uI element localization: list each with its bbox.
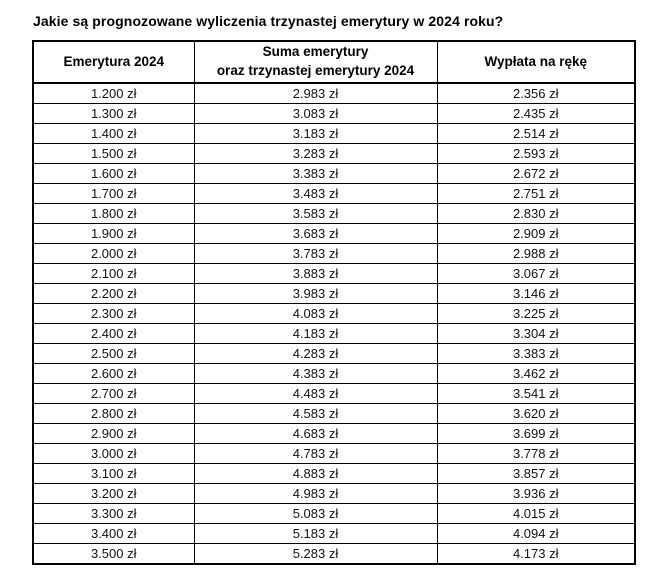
table-row bbox=[33, 104, 635, 124]
table-row bbox=[33, 464, 635, 484]
table-cell: 4.783 zł bbox=[194, 444, 437, 464]
table-cell: 4.015 zł bbox=[437, 504, 635, 524]
table-cell: 3.100 zł bbox=[33, 464, 194, 484]
table-cell: 4.173 zł bbox=[437, 544, 635, 565]
table-cell: 2.700 zł bbox=[33, 384, 194, 404]
table-cell: 2.400 zł bbox=[33, 324, 194, 344]
column-header: Wypłata na rękę bbox=[437, 41, 635, 83]
table-cell: 2.100 zł bbox=[33, 264, 194, 284]
table-body bbox=[33, 83, 635, 564]
table-cell: 2.600 zł bbox=[33, 364, 194, 384]
table-row bbox=[33, 224, 635, 244]
table-row bbox=[33, 504, 635, 524]
table-row bbox=[33, 124, 635, 144]
page-title: Jakie są prognozowane wyliczenia trzynastej emerytury w 2024 roku? bbox=[33, 13, 504, 29]
table-row bbox=[33, 204, 635, 224]
table-cell: 3.620 zł bbox=[437, 404, 635, 424]
table-cell: 3.462 zł bbox=[437, 364, 635, 384]
table-cell: 2.514 zł bbox=[437, 124, 635, 144]
table-cell: 5.183 zł bbox=[194, 524, 437, 544]
table-cell: 3.304 zł bbox=[437, 324, 635, 344]
table-cell: 3.225 zł bbox=[437, 304, 635, 324]
table-row bbox=[33, 83, 635, 104]
table-row bbox=[33, 304, 635, 324]
table-cell: 4.094 zł bbox=[437, 524, 635, 544]
table-row bbox=[33, 164, 635, 184]
table-cell: 3.541 zł bbox=[437, 384, 635, 404]
table-cell: 1.800 zł bbox=[33, 204, 194, 224]
table-cell: 5.083 zł bbox=[194, 504, 437, 524]
table-cell: 3.883 zł bbox=[194, 264, 437, 284]
table-cell: 3.583 zł bbox=[194, 204, 437, 224]
table-cell: 3.936 zł bbox=[437, 484, 635, 504]
table-cell: 1.400 zł bbox=[33, 124, 194, 144]
table-cell: 1.700 zł bbox=[33, 184, 194, 204]
table-cell: 3.383 zł bbox=[194, 164, 437, 184]
table-cell: 4.683 zł bbox=[194, 424, 437, 444]
table-cell: 4.983 zł bbox=[194, 484, 437, 504]
table-cell: 1.200 zł bbox=[33, 83, 194, 104]
table-cell: 2.300 zł bbox=[33, 304, 194, 324]
pension-forecast-table bbox=[32, 40, 636, 565]
table-row bbox=[33, 144, 635, 164]
table-cell: 3.183 zł bbox=[194, 124, 437, 144]
table-cell: 1.600 zł bbox=[33, 164, 194, 184]
table-cell: 3.857 zł bbox=[437, 464, 635, 484]
table-cell: 2.988 zł bbox=[437, 244, 635, 264]
table-cell: 3.283 zł bbox=[194, 144, 437, 164]
table-row bbox=[33, 544, 635, 565]
table-header-row bbox=[33, 41, 635, 83]
column-header: Emerytura 2024 bbox=[33, 41, 194, 83]
table-cell: 3.200 zł bbox=[33, 484, 194, 504]
table-cell: 3.778 zł bbox=[437, 444, 635, 464]
table-cell: 2.593 zł bbox=[437, 144, 635, 164]
table-cell: 1.500 zł bbox=[33, 144, 194, 164]
table-cell: 4.883 zł bbox=[194, 464, 437, 484]
table-cell: 4.583 zł bbox=[194, 404, 437, 424]
table-row bbox=[33, 264, 635, 284]
table-cell: 5.283 zł bbox=[194, 544, 437, 565]
table-row bbox=[33, 364, 635, 384]
table-cell: 4.183 zł bbox=[194, 324, 437, 344]
column-header: Suma emerytury oraz trzynastej emerytury 2024 bbox=[194, 41, 437, 83]
table-cell: 3.483 zł bbox=[194, 184, 437, 204]
table-cell: 2.500 zł bbox=[33, 344, 194, 364]
table-row bbox=[33, 424, 635, 444]
table-row bbox=[33, 524, 635, 544]
table-cell: 3.300 zł bbox=[33, 504, 194, 524]
table-cell: 3.699 zł bbox=[437, 424, 635, 444]
table-row bbox=[33, 444, 635, 464]
table-cell: 2.900 zł bbox=[33, 424, 194, 444]
table-cell: 3.400 zł bbox=[33, 524, 194, 544]
table-cell: 2.909 zł bbox=[437, 224, 635, 244]
table-cell: 2.800 zł bbox=[33, 404, 194, 424]
table-cell: 3.067 zł bbox=[437, 264, 635, 284]
table-cell: 3.083 zł bbox=[194, 104, 437, 124]
table-row bbox=[33, 344, 635, 364]
table-header bbox=[33, 41, 635, 83]
table-cell: 3.683 zł bbox=[194, 224, 437, 244]
table-cell: 2.356 zł bbox=[437, 83, 635, 104]
table-cell: 1.300 zł bbox=[33, 104, 194, 124]
table-row bbox=[33, 384, 635, 404]
table-row bbox=[33, 284, 635, 304]
table-cell: 4.383 zł bbox=[194, 364, 437, 384]
table-cell: 3.000 zł bbox=[33, 444, 194, 464]
table-cell: 2.830 zł bbox=[437, 204, 635, 224]
table-cell: 3.500 zł bbox=[33, 544, 194, 565]
table-cell: 1.900 zł bbox=[33, 224, 194, 244]
table-cell: 2.435 zł bbox=[437, 104, 635, 124]
table-cell: 4.083 zł bbox=[194, 304, 437, 324]
table-cell: 4.483 zł bbox=[194, 384, 437, 404]
table-cell: 2.751 zł bbox=[437, 184, 635, 204]
table-cell: 4.283 zł bbox=[194, 344, 437, 364]
table-cell: 3.383 zł bbox=[437, 344, 635, 364]
table-cell: 3.983 zł bbox=[194, 284, 437, 304]
table-cell: 2.000 zł bbox=[33, 244, 194, 264]
table-row bbox=[33, 324, 635, 344]
table-cell: 2.672 zł bbox=[437, 164, 635, 184]
table-row bbox=[33, 244, 635, 264]
table-cell: 3.146 zł bbox=[437, 284, 635, 304]
table-row bbox=[33, 404, 635, 424]
table-cell: 2.200 zł bbox=[33, 284, 194, 304]
table-row bbox=[33, 184, 635, 204]
table-cell: 2.983 zł bbox=[194, 83, 437, 104]
table-cell: 3.783 zł bbox=[194, 244, 437, 264]
table-row bbox=[33, 484, 635, 504]
